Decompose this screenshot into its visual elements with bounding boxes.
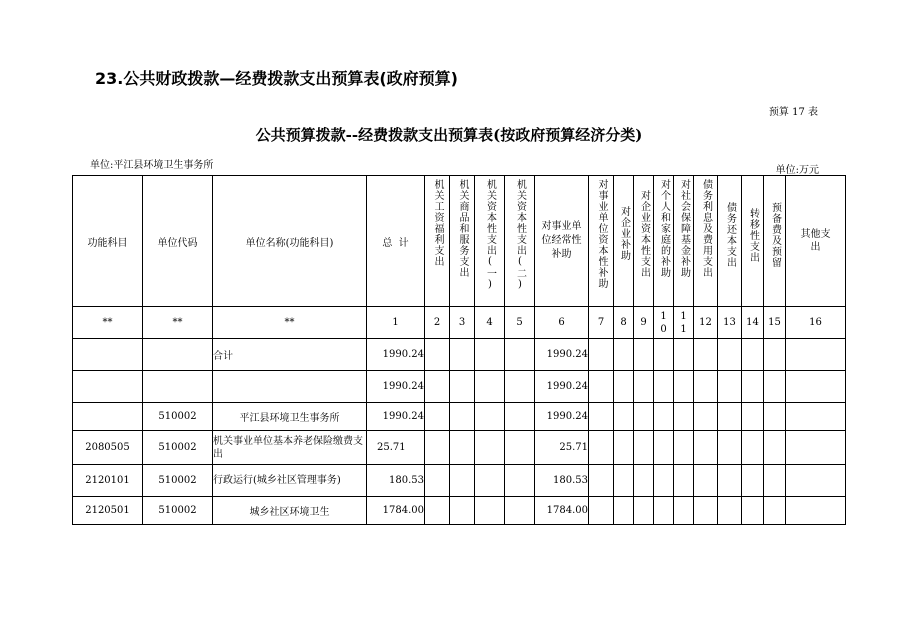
code-cell: 8 (614, 307, 634, 339)
header-col-4-text: 机关资本性支出(一) (484, 179, 496, 291)
total-cell: 1990.24 (367, 339, 425, 371)
header-col-4 (475, 176, 505, 307)
code-cell: ** (143, 307, 213, 339)
main-title: 公共预算拨款--经费拨款支出预算表(按政府预算经济分类) (255, 126, 643, 144)
col-6-cell: 25.71 (535, 431, 589, 465)
header-col-7-text: 对事业单位资本性补助 (596, 179, 607, 289)
header-col-9 (634, 176, 654, 307)
header-func-subject: 功能科目 (73, 176, 143, 307)
code-cell: 4 (475, 307, 505, 339)
code-cell: 2 (425, 307, 450, 339)
header-col-9-text: 对企业资本性支出 (638, 190, 650, 278)
code-cell: 13 (718, 307, 742, 339)
header-col-11 (674, 176, 694, 307)
code-cell: 9 (634, 307, 654, 339)
unit-name-cell: 平江县环境卫生事务所 (213, 403, 367, 431)
header-col-3-text: 机关商品和服务支出 (457, 179, 468, 278)
header-col-5 (505, 176, 535, 307)
code-row (73, 307, 846, 339)
code-cell-text: 11 (680, 310, 687, 335)
header-total: 总 计 (367, 176, 425, 307)
header-col-12-text: 债务利息及费用支出 (700, 179, 712, 278)
header-col-15 (764, 176, 786, 307)
header-col-5-text: 机关资本性支出(二) (514, 179, 526, 291)
code-cell: 16 (786, 307, 846, 339)
header-col-8 (614, 176, 634, 307)
func-subject-cell (73, 371, 143, 403)
header-col-10-text: 对个人和家庭的补助 (658, 179, 670, 278)
header-unit-name: 单位名称(功能科目) (213, 176, 367, 307)
header-col-8-text: 对企业补助 (618, 206, 630, 261)
col-6-cell: 1784.00 (535, 497, 589, 525)
func-subject-cell: 2120101 (73, 465, 143, 497)
code-cell: 12 (694, 307, 718, 339)
header-unit-code: 单位代码 (143, 176, 213, 307)
col-6-cell: 180.53 (535, 465, 589, 497)
header-col-14-text: 转移性支出 (747, 208, 759, 263)
header-col-3 (450, 176, 475, 307)
table-row (73, 465, 846, 497)
unit-name-cell (213, 371, 367, 403)
unit-name-cell: 合计 (213, 339, 367, 371)
table-row (73, 497, 846, 525)
func-subject-cell: 2080505 (73, 431, 143, 465)
code-cell: ** (213, 307, 367, 339)
col-6-cell: 1990.24 (535, 403, 589, 431)
header-col-10 (654, 176, 674, 307)
col-6-cell: 1990.24 (535, 371, 589, 403)
header-col-2-text: 机关工资福利支出 (432, 179, 443, 267)
table-row (73, 403, 846, 431)
currency-unit-label: 单位:万元 (775, 165, 819, 176)
code-cell: 5 (505, 307, 535, 339)
code-cell: 6 (535, 307, 589, 339)
total-cell: 1990.24 (367, 403, 425, 431)
header-col-12 (694, 176, 718, 307)
code-cell: ** (73, 307, 143, 339)
table-row (73, 339, 846, 371)
table-number: 预算 17 表 (768, 107, 818, 118)
total-cell: 1990.24 (367, 371, 425, 403)
section-title: 23.公共财政拨款—经费拨款支出预算表(政府预算) (95, 69, 458, 88)
header-row (73, 176, 846, 307)
header-col-2 (425, 176, 450, 307)
func-subject-cell (73, 339, 143, 371)
unit-name-cell: 行政运行(城乡社区管理事务) (213, 465, 367, 497)
code-cell (654, 307, 674, 339)
code-cell: 3 (450, 307, 475, 339)
unit-code-cell (143, 339, 213, 371)
budget-table (72, 175, 846, 525)
header-col-13 (718, 176, 742, 307)
total-cell: 180.53 (367, 465, 425, 497)
header-col-13-text: 债务还本支出 (724, 202, 736, 268)
unit-code-cell: 510002 (143, 403, 213, 431)
unit-label: 单位:平江县环境卫生事务所 (90, 160, 214, 171)
unit-code-cell: 510002 (143, 431, 213, 465)
header-col-7 (589, 176, 614, 307)
unit-name-cell: 机关事业单位基本养老保险缴费支出 (213, 431, 367, 465)
header-col-11-text: 对社会保障基金补助 (678, 179, 690, 278)
code-cell (674, 307, 694, 339)
code-cell: 7 (589, 307, 614, 339)
table-row (73, 371, 846, 403)
header-col-16 (786, 176, 846, 307)
func-subject-cell: 2120501 (73, 497, 143, 525)
header-col-14 (742, 176, 764, 307)
func-subject-cell (73, 403, 143, 431)
table-row (73, 431, 846, 465)
code-cell: 15 (764, 307, 786, 339)
unit-name-cell: 城乡社区环境卫生 (213, 497, 367, 525)
unit-code-cell: 510002 (143, 465, 213, 497)
total-cell: 25.71 (367, 431, 425, 465)
header-col-15-text: 预备费及预留 (769, 202, 781, 268)
code-cell: 14 (742, 307, 764, 339)
col-6-cell: 1990.24 (535, 339, 589, 371)
header-col-16-text: 其他支出 (800, 229, 831, 253)
total-cell: 1784.00 (367, 497, 425, 525)
code-cell-text: 10 (660, 310, 667, 335)
unit-code-cell (143, 371, 213, 403)
header-col-6 (535, 176, 589, 307)
header-col-6-text: 对事业单位经常性补助 (541, 221, 582, 260)
unit-code-cell: 510002 (143, 497, 213, 525)
code-cell: 1 (367, 307, 425, 339)
